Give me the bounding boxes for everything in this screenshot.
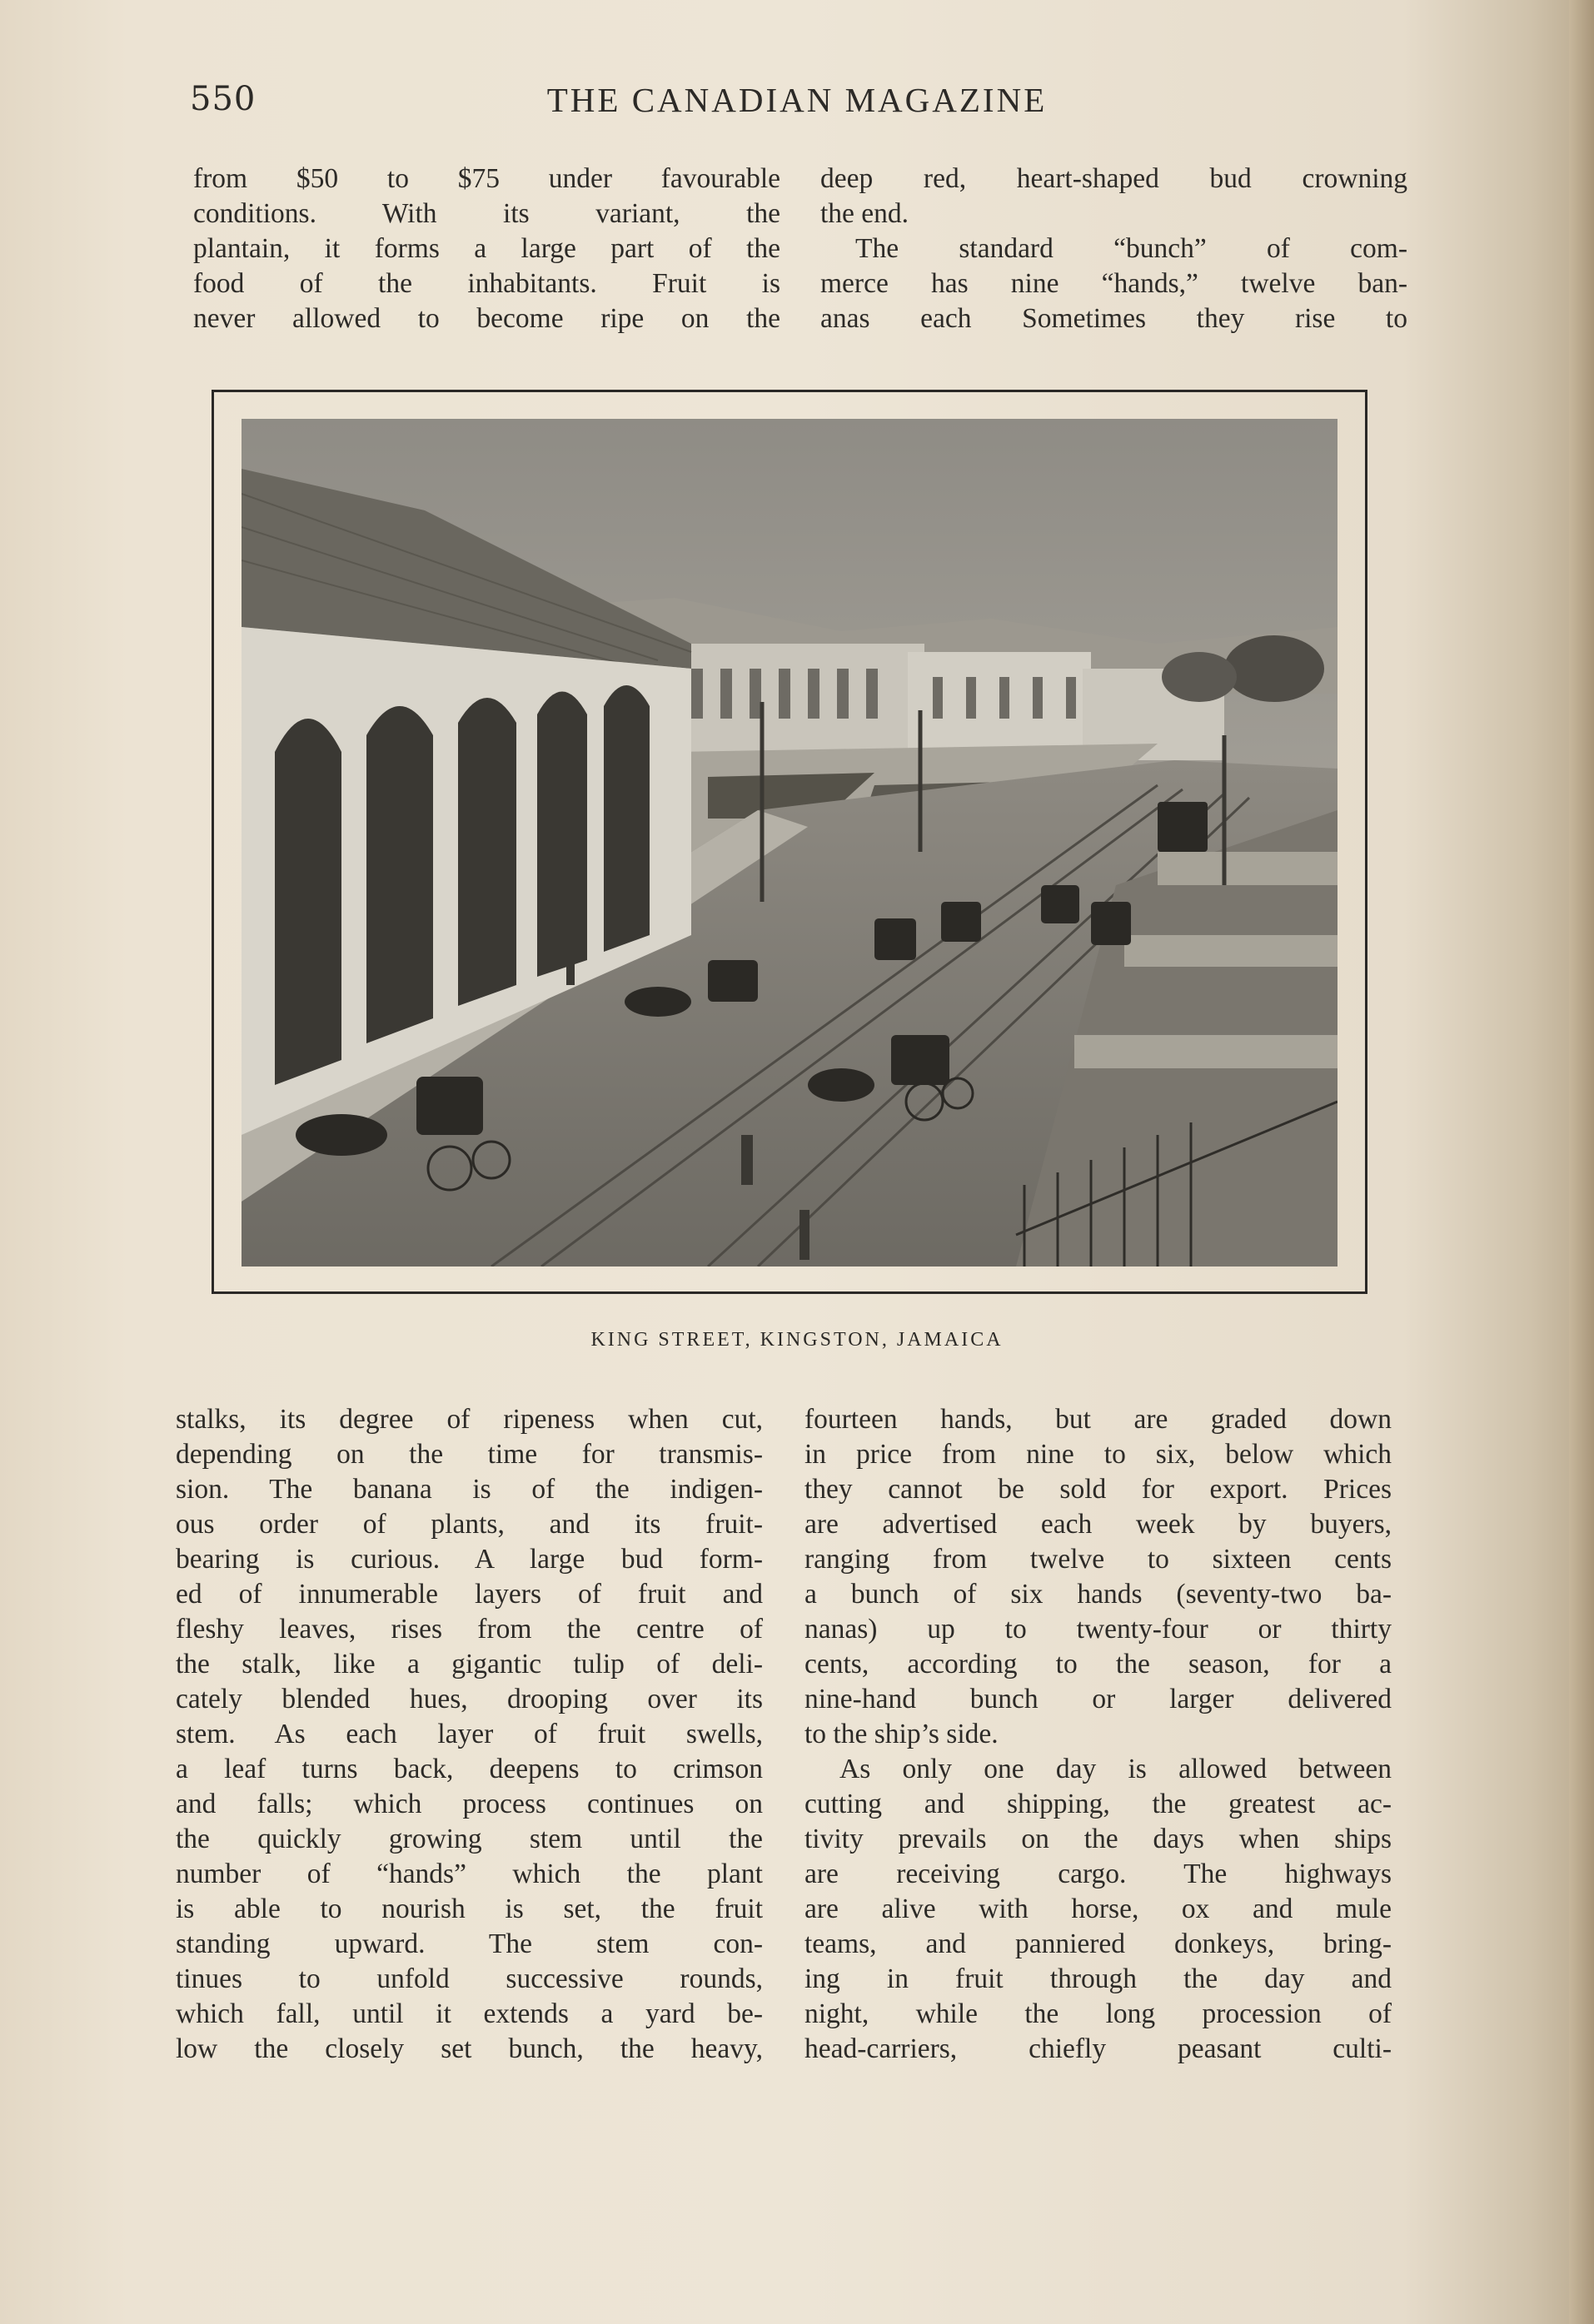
text-line: are alive with horse, ox and mule — [804, 1894, 1392, 1924]
text-line: and falls; which process continues on — [176, 1789, 763, 1819]
text-line: to the ship’s side. — [804, 1719, 999, 1749]
text-line: in price from nine to six, below which — [804, 1439, 1392, 1470]
text-line: they cannot be sold for export. Prices — [804, 1474, 1392, 1505]
text-line: night, while the long procession of — [804, 1998, 1392, 2029]
text-line: merce has nine “hands,” twelve ban- — [820, 268, 1407, 299]
text-line: depending on the time for transmis- — [176, 1439, 763, 1470]
text-line: a leaf turns back, deepens to crimson — [176, 1754, 763, 1784]
text-line: nine-hand bunch or larger delivered — [804, 1684, 1392, 1714]
text-line: anas each Sometimes they rise to — [820, 303, 1407, 334]
text-line: ing in fruit through the day and — [804, 1963, 1392, 1994]
running-head: THE CANADIAN MAGAZINE — [546, 81, 1048, 119]
text-line: from $50 to $75 under favourable — [193, 163, 780, 194]
text-line: ed of innumerable layers of fruit and — [176, 1579, 763, 1610]
text-line: are advertised each week by buyers, — [804, 1509, 1392, 1540]
text-line: standing upward. The stem con- — [176, 1928, 763, 1959]
text-line: ous order of plants, and its fruit- — [176, 1509, 763, 1540]
text-line: ranging from twelve to sixteen cents — [804, 1544, 1392, 1575]
text-line: tivity prevails on the days when ships — [804, 1824, 1392, 1854]
text-line: tinues to unfold successive rounds, — [176, 1963, 763, 1994]
top-right-column — [820, 162, 1407, 336]
bottom-right-column — [804, 1402, 1392, 2067]
text-line: As only one day is allowed between — [839, 1754, 1392, 1784]
text-line: food of the inhabitants. Fruit is — [193, 268, 780, 299]
text-line: which fall, until it extends a yard be- — [176, 1998, 763, 2029]
text-line: the stalk, like a gigantic tulip of deli- — [176, 1649, 763, 1680]
text-line: stem. As each layer of fruit swells, — [176, 1719, 763, 1749]
top-left-column — [193, 162, 780, 336]
text-line: The standard “bunch” of com- — [855, 233, 1407, 264]
text-line: cents, according to the season, for a — [804, 1649, 1392, 1680]
text-line: cately blended hues, drooping over its — [176, 1684, 763, 1714]
text-line: low the closely set bunch, the heavy, — [176, 2033, 763, 2064]
text-line: are receiving cargo. The highways — [804, 1859, 1392, 1889]
bottom-left-column — [176, 1402, 763, 2067]
text-line: a bunch of six hands (seventy-two ba- — [804, 1579, 1392, 1610]
text-line: plantain, it forms a large part of the — [193, 233, 780, 264]
text-line: number of “hands” which the plant — [176, 1859, 763, 1889]
text-line: the quickly growing stem until the — [176, 1824, 763, 1854]
page-number: 550 — [190, 80, 257, 118]
text-line: cutting and shipping, the greatest ac- — [804, 1789, 1392, 1819]
text-line: the end. — [820, 198, 909, 229]
text-line: conditions. With its variant, the — [193, 198, 780, 229]
text-line: teams, and panniered donkeys, bring- — [804, 1928, 1392, 1959]
text-line: is able to nourish is set, the fruit — [176, 1894, 763, 1924]
figure-caption: KING STREET, KINGSTON, JAMAICA — [590, 1329, 1004, 1351]
text-line: fleshy leaves, rises from the centre of — [176, 1614, 763, 1645]
book-spine-shadow — [1569, 0, 1594, 2324]
text-line: deep red, heart-shaped bud crowning — [820, 163, 1407, 194]
text-line: sion. The banana is of the indigen- — [176, 1474, 763, 1505]
text-line: bearing is curious. A large bud form- — [176, 1544, 763, 1575]
text-line: nanas) up to twenty-four or thirty — [804, 1614, 1392, 1645]
text-line: head-carriers, chiefly peasant culti- — [804, 2033, 1392, 2064]
text-line: stalks, its degree of ripeness when cut, — [176, 1404, 763, 1435]
text-line: never allowed to become ripe on the — [193, 303, 780, 334]
street-photograph — [242, 419, 1337, 1267]
text-line: fourteen hands, but are graded down — [804, 1404, 1392, 1435]
